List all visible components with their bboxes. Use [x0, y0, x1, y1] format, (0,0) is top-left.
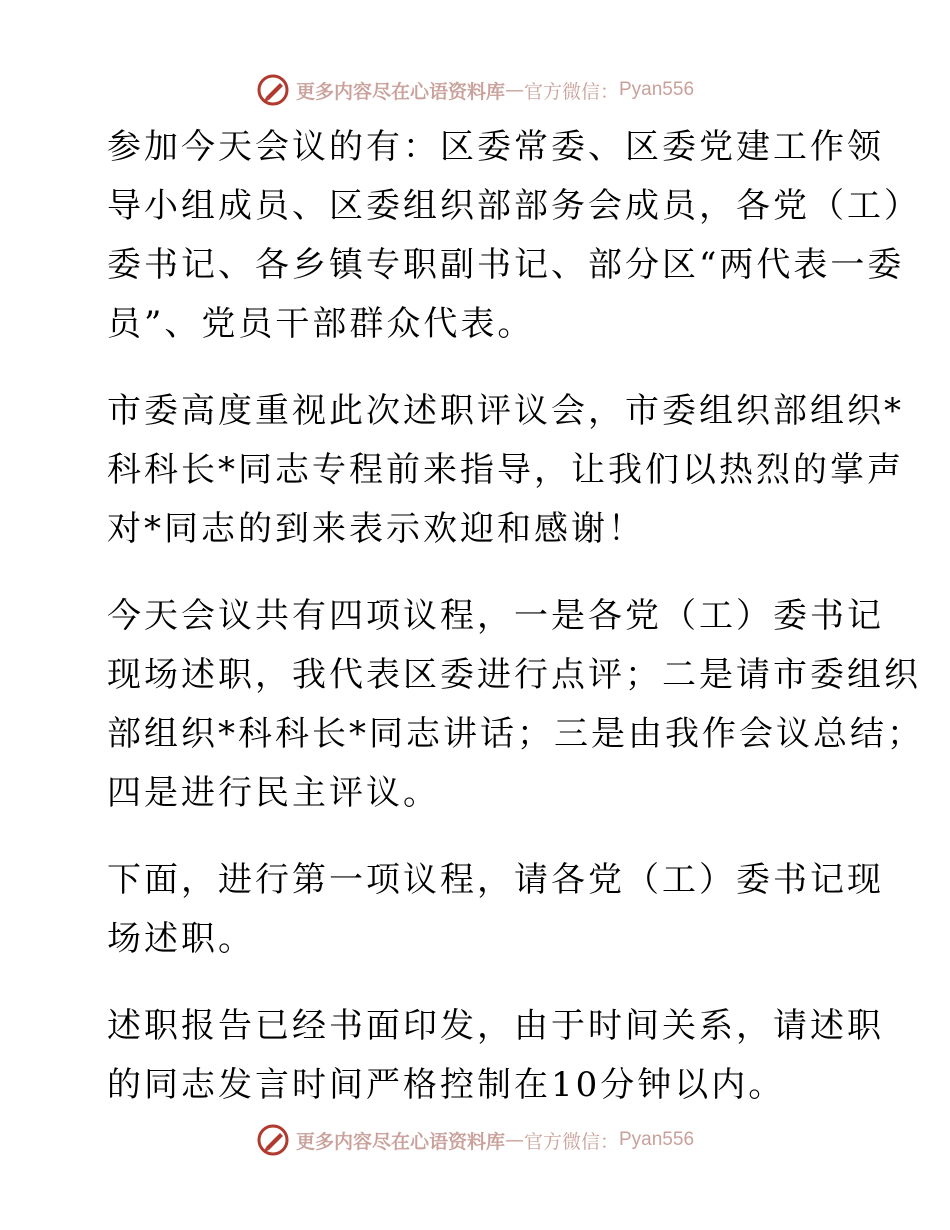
- paragraph-line: 述职报告已经书面印发，由于时间关系，请述职: [107, 1006, 884, 1046]
- pen-logo-icon: [256, 1123, 290, 1157]
- watermark-separator: —: [504, 1129, 524, 1151]
- watermark-wechat-id: Pyan556: [619, 1129, 695, 1150]
- watermark-main-text: 更多内容尽在心语资料库: [295, 80, 505, 103]
- paragraph-line: 现场述职，我代表区委进行点评；二是请市委组织: [107, 655, 921, 695]
- paragraph-line: 对*同志的到来表示欢迎和感谢！: [107, 509, 645, 549]
- watermark-separator: —: [504, 79, 524, 101]
- paragraph-line: 员”、党员干部群众代表。: [107, 304, 535, 344]
- pen-logo-icon: [256, 73, 290, 107]
- watermark-wechat-id: Pyan556: [619, 79, 695, 100]
- header-watermark: [0, 70, 950, 110]
- paragraph-line: 下面，进行第一项议程，请各党（工）委书记现: [107, 860, 884, 900]
- paragraph-line: 市委高度重视此次述职评议会，市委组织部组织*: [107, 391, 904, 431]
- paragraph-line: 科科长*同志专程前来指导，让我们以热烈的掌声: [107, 450, 904, 490]
- watermark-main-text: 更多内容尽在心语资料库: [295, 1130, 505, 1153]
- footer-watermark: [0, 1120, 950, 1160]
- paragraph-line: 四是进行民主评议。: [107, 773, 440, 813]
- document-body: [97, 118, 924, 1143]
- paragraph-line: 委书记、各乡镇专职副书记、部分区“两代表一委: [107, 245, 905, 285]
- paragraph-attendees: [97, 118, 921, 354]
- paragraph-line: 参加今天会议的有：区委常委、区委党建工作领: [107, 127, 884, 167]
- paragraph-first-item: [97, 851, 884, 969]
- watermark-wechat-label: 官方微信：: [523, 80, 619, 103]
- paragraph-line: 部组织*科科长*同志讲话；三是由我作会议总结；: [107, 714, 924, 754]
- paragraph-line: 的同志发言时间严格控制在10分钟以内。: [107, 1065, 786, 1105]
- paragraph-time-limit: [97, 997, 884, 1115]
- paragraph-line: 导小组成员、区委组织部部务会成员，各党（工）: [107, 186, 921, 226]
- paragraph-guidance: [97, 382, 904, 559]
- paragraph-line: 场述职。: [107, 919, 255, 959]
- paragraph-line: 今天会议共有四项议程，一是各党（工）委书记: [107, 596, 884, 636]
- watermark-wechat-label: 官方微信：: [523, 1130, 619, 1153]
- paragraph-agenda: [97, 587, 924, 823]
